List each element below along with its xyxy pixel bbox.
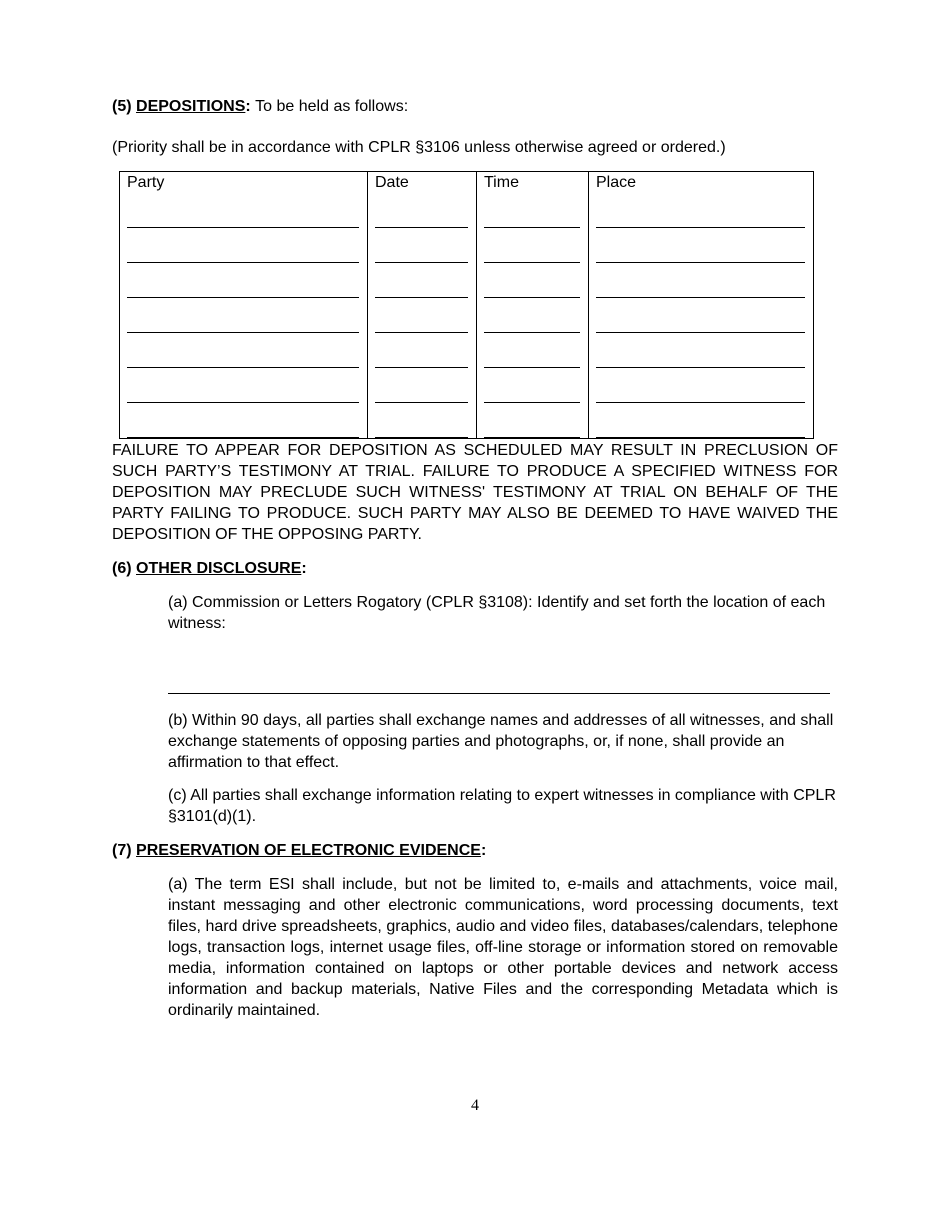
place-column <box>589 172 814 439</box>
party-blank-line[interactable] <box>127 226 359 228</box>
column-header-party: Party <box>127 174 165 191</box>
date-blank-line[interactable] <box>375 331 468 333</box>
section-6-title: OTHER DISCLOSURE <box>136 560 302 577</box>
party-blank-line[interactable] <box>127 261 359 263</box>
date-column <box>368 172 477 439</box>
date-blank-line[interactable] <box>375 366 468 368</box>
time-blank-line[interactable] <box>484 226 580 228</box>
party-blank-line[interactable] <box>127 366 359 368</box>
party-blank-line[interactable] <box>127 331 359 333</box>
place-blank-line[interactable] <box>596 296 805 298</box>
section-5-intro: To be held as follows: <box>255 98 409 115</box>
date-blank-line[interactable] <box>375 261 468 263</box>
section-5-title: DEPOSITIONS <box>136 98 246 115</box>
place-blank-line[interactable] <box>596 261 805 263</box>
date-blank-line[interactable] <box>375 226 468 228</box>
time-blank-line[interactable] <box>484 296 580 298</box>
party-blank-line[interactable] <box>127 401 359 403</box>
section-6a: (a) Commission or Letters Rogatory (CPLR §3108): Identify and set forth the location of each witness: <box>168 594 826 632</box>
section-6b: (b) Within 90 days, all parties shall exchange names and addresses of all witnesses, and shall exchange statements of opposing parties and photographs, or, if none, shall provide an affirmation to that effect. <box>168 712 834 771</box>
place-blank-line[interactable] <box>596 226 805 228</box>
party-column <box>120 172 368 439</box>
deposition-warning: FAILURE TO APPEAR FOR DEPOSITION AS SCHEDULED MAY RESULT IN PRECLUSION OF SUCH PARTY’S TESTIMONY AT TRIAL. FAILURE TO PRODUCE A SPECIFIED WITNESS FOR DEPOSITION MAY PRECLUDE SUCH WITNESS' TESTIMONY AT TRIAL ON BEHALF OF THE PARTY FAILING TO PRODUCE. SUCH PARTY MAY ALSO BE DEEMED TO HAVE WAIVED THE DEPOSITION OF THE OPPOSING PARTY. <box>112 442 838 543</box>
section-7-heading: (7) PRESERVATION OF ELECTRONIC EVIDENCE: <box>112 842 487 859</box>
section-7-title: PRESERVATION OF ELECTRONIC EVIDENCE <box>136 842 481 859</box>
date-blank-line[interactable] <box>375 401 468 403</box>
time-blank-line[interactable] <box>484 261 580 263</box>
time-blank-line[interactable] <box>484 436 580 438</box>
place-blank-line[interactable] <box>596 401 805 403</box>
place-blank-line[interactable] <box>596 331 805 333</box>
date-blank-line[interactable] <box>375 296 468 298</box>
time-blank-line[interactable] <box>484 331 580 333</box>
witness-location-blank-line[interactable] <box>168 693 830 694</box>
column-header-time: Time <box>484 174 519 191</box>
time-column <box>477 172 589 439</box>
page-number: 4 <box>471 1097 479 1114</box>
column-header-date: Date <box>375 174 409 191</box>
time-blank-line[interactable] <box>484 366 580 368</box>
section-7a: (a) The term ESI shall include, but not be limited to, e-mails and attachments, voice mail, instant messaging and other electronic communications, word processing documents, text files, hard drive spreadsheets, graphics, audio and video files, databases/calendars, telephone logs, transaction logs, internet usage files, off-line storage or information stored on removable media, information contained on laptops or other portable devices and network access information and backup materials, Native Files and the corresponding Metadata which is ordinarily maintained. <box>168 876 838 1019</box>
section-6-heading: (6) OTHER DISCLOSURE: <box>112 560 307 577</box>
deposition-table <box>119 171 814 439</box>
section-5-heading: (5) DEPOSITIONS: To be held as follows: <box>112 98 409 115</box>
priority-note: (Priority shall be in accordance with CPLR §3106 unless otherwise agreed or ordered.) <box>112 139 726 156</box>
section-6c: (c) All parties shall exchange information relating to expert witnesses in compliance with CPLR §3101(d)(1). <box>168 787 836 825</box>
place-blank-line[interactable] <box>596 366 805 368</box>
party-blank-line[interactable] <box>127 436 359 438</box>
date-blank-line[interactable] <box>375 436 468 438</box>
time-blank-line[interactable] <box>484 401 580 403</box>
column-header-place: Place <box>596 174 637 191</box>
party-blank-line[interactable] <box>127 296 359 298</box>
place-blank-line[interactable] <box>596 436 805 438</box>
